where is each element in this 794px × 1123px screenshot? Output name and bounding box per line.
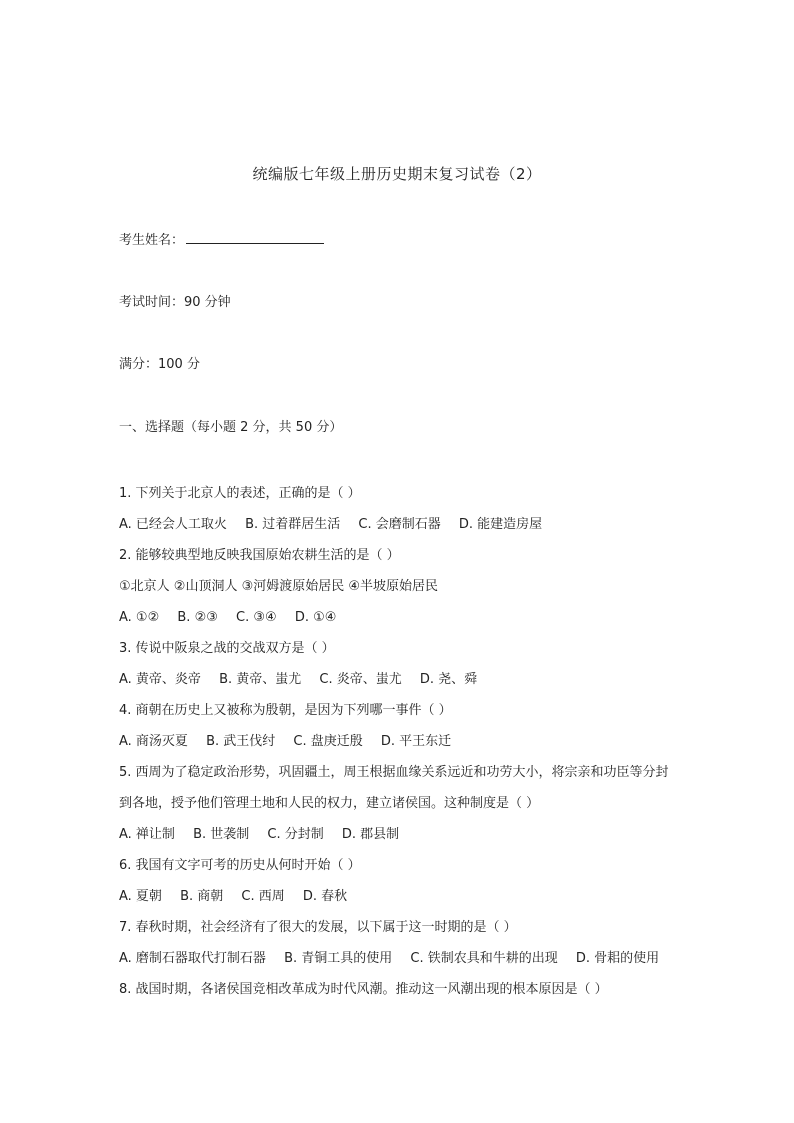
option: A. ①②: [119, 610, 160, 625]
question-stem: 7. 春秋时期，社会经济有了很大的发展，以下属于这一时期的是（ ）: [119, 920, 517, 935]
question-list: [119, 478, 679, 1005]
option: D. 骨耜的使用: [575, 951, 660, 966]
question-stem: 6. 我国有文字可考的历史从何时开始（ ）: [119, 858, 361, 873]
option: A. 禅让制: [119, 827, 175, 842]
section-heading: 一、选择题（每小题 2 分，共 50 分）: [119, 420, 343, 435]
option: A. 夏朝: [119, 889, 162, 904]
option: B. 武王伐纣: [206, 734, 276, 749]
question-options: [119, 726, 679, 757]
option: C. 分封制: [267, 827, 324, 842]
question-extra: ①北京人 ②山顶洞人 ③河姆渡原始居民 ④半坡原始居民: [119, 579, 439, 594]
option: C. 西周: [241, 889, 285, 904]
option: C. 炎帝、蚩尤: [319, 672, 402, 687]
page-title: 统编版七年级上册历史期末复习试卷（2）: [252, 165, 542, 183]
option: C. 会磨制石器: [358, 517, 441, 532]
question-stem: 5. 西周为了稳定政治形势，巩固疆土，周王根据血缘关系远近和功劳大小，将宗亲和功臣等分封到各地，授予他们管理土地和人民的权力，建立诸侯国。这种制度是（ ）: [119, 765, 669, 811]
option: B. 世袭制: [193, 827, 250, 842]
question-options: [119, 881, 679, 912]
exam-time: 考试时间：90 分钟: [119, 295, 231, 310]
option: B. ②③: [177, 610, 218, 625]
question-options: [119, 509, 679, 540]
option: D. ①④: [294, 610, 337, 625]
question-options: [119, 943, 679, 974]
student-name-label: 考生姓名：: [119, 233, 185, 248]
full-score: 满分：100 分: [119, 357, 200, 372]
option: B. 黄帝、蚩尤: [219, 672, 302, 687]
option: A. 商汤灭夏: [119, 734, 188, 749]
question-stem: 2. 能够较典型地反映我国原始农耕生活的是（ ）: [119, 548, 400, 563]
option: A. 磨制石器取代打制石器: [119, 951, 266, 966]
question-options: [119, 819, 679, 850]
option: C. 铁制农具和牛耕的出现: [410, 951, 558, 966]
option: A. 已经会人工取火: [119, 517, 227, 532]
option: B. 商朝: [180, 889, 224, 904]
option: C. ③④: [236, 610, 277, 625]
option: A. 黄帝、炎帝: [119, 672, 201, 687]
option: D. 郡县制: [341, 827, 400, 842]
student-name-row: [119, 229, 324, 248]
question-stem: 8. 战国时期，各诸侯国竞相改革成为时代风潮。推动这一风潮出现的根本原因是（ ）: [119, 982, 608, 997]
question-stem: 1. 下列关于北京人的表述，正确的是（ ）: [119, 486, 361, 501]
option: B. 过着群居生活: [245, 517, 341, 532]
option: B. 青铜工具的使用: [284, 951, 393, 966]
question-options: [119, 602, 679, 633]
option: D. 春秋: [302, 889, 348, 904]
option: D. 平王东迁: [380, 734, 452, 749]
option: D. 能建造房屋: [458, 517, 543, 532]
question-stem: 3. 传说中阪泉之战的交战双方是（ ）: [119, 641, 335, 656]
question-options: [119, 664, 679, 695]
option: C. 盘庚迁殷: [293, 734, 363, 749]
option: D. 尧、舜: [419, 672, 478, 687]
question-stem: 4. 商朝在历史上又被称为殷朝，是因为下列哪一事件（ ）: [119, 703, 452, 718]
student-name-blank[interactable]: [186, 231, 324, 244]
